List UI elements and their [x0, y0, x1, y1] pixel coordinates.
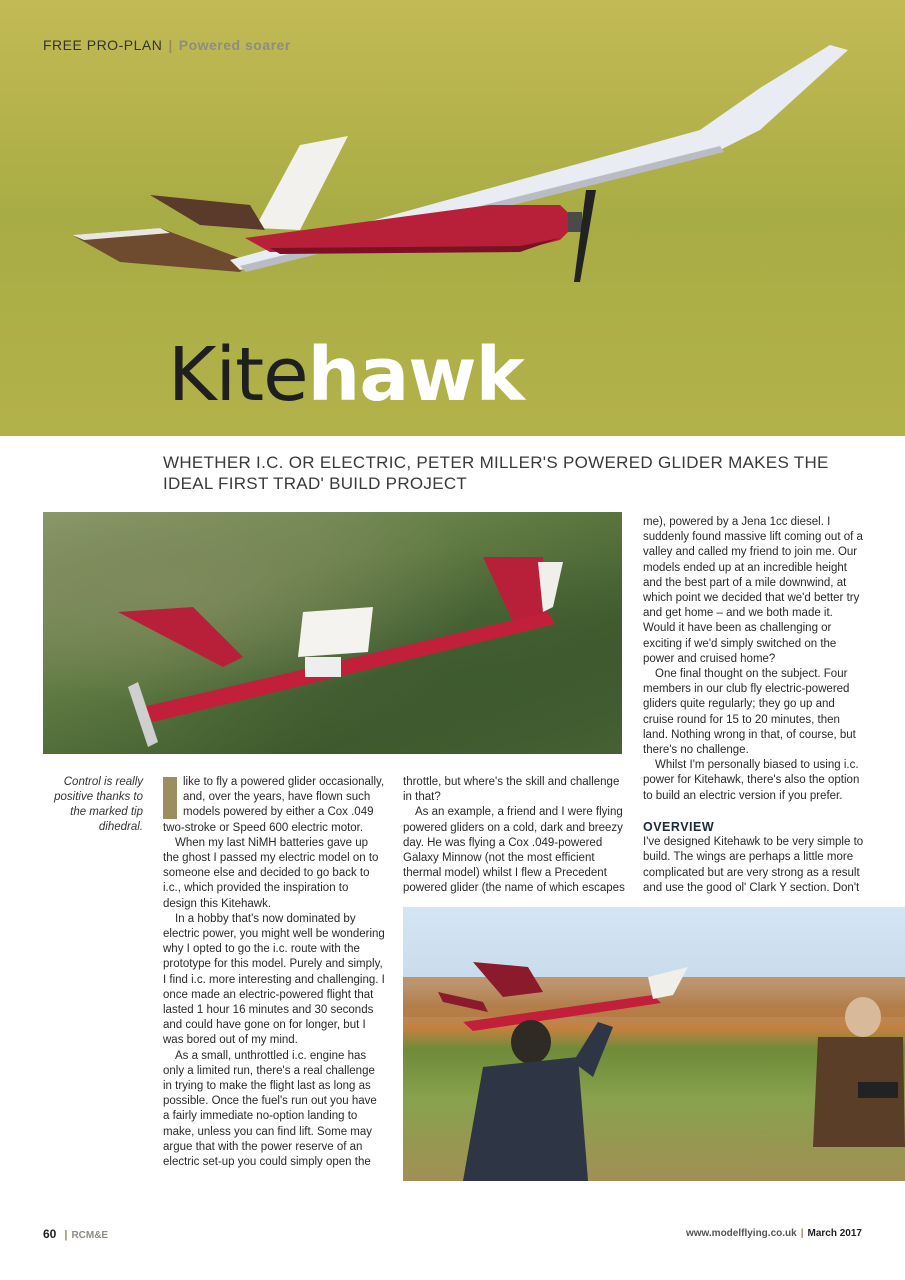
footer-right [686, 1228, 862, 1239]
paragraph: me), powered by a Jena 1cc diesel. I suddenly found massive lift coming out of a valley and called my friend to join me. Our models ended up at an incredible height and the best part of a mile downwind, at which point we decided that we'd better try and get home – and we both made it. Would it have been as challenging or exciting if we'd simply switched on the power and cruised home? [643, 516, 863, 665]
overview-heading: OVERVIEW [643, 820, 715, 834]
paragraph: One final thought on the subject. Four members in our club fly electric-powered gliders quite regularly; they go up and cruise round for 15 to 20 minutes, then land. Nothing wrong in that, of course, but there's no challenge. [643, 668, 856, 757]
column-3 [643, 515, 865, 804]
glider-flight-illustration [43, 512, 622, 754]
title-bold: hawk [307, 332, 524, 418]
footer-separator: | [64, 1229, 68, 1241]
photo-caption: Control is really positive thanks to the marked tip dihedral. [54, 776, 143, 833]
paragraph: like to fly a powered glider occasionally, and, over the years, have flown such models powered by either a Cox .049 two-stroke or Speed 600 electric motor. [163, 776, 385, 834]
column-2 [403, 775, 625, 897]
paragraph: In a hobby that's now dominated by electric power, you might well be wondering why I opted to go the i.c. route with the prototype for this model. Purely and simply, I find i.c. more interesting and challenging. I once made an electric-powered flight that lasted 1 hour 16 minutes and 30 seconds and could have gone on for longer, but I was bored out of my mind. [163, 912, 385, 1047]
section-name: FREE PRO-PLAN [43, 37, 163, 53]
section-label [43, 37, 291, 53]
footer-left [43, 1227, 108, 1241]
launch-illustration [403, 907, 905, 1181]
paragraph: When my last NiMH batteries gave up the ghost I passed my electric model on to someone else and decided to go back to i.c., which provided the inspiration to design this Kitehawk. [163, 836, 379, 910]
section-subname: Powered soarer [178, 37, 291, 53]
launch-photo [403, 907, 905, 1181]
paragraph: throttle, but where's the skill and challenge in that? [403, 776, 620, 804]
glider-flight-photo [43, 512, 622, 754]
page-number: 60 [43, 1227, 57, 1241]
paragraph: As an example, a friend and I were flying powered gliders on a cold, dark and breezy day. He was flying a Cox .049-powered Galaxy Minnow (not the most efficient thermal model) whilst I flew a Precedent powered glider (the name of which escapes [403, 806, 625, 895]
paragraph: Whilst I'm personally biased to using i.c. power for Kitehawk, there's also the option to build an electric version if you prefer. [643, 759, 860, 802]
issue-date: March 2017 [807, 1228, 862, 1239]
paragraph: I've designed Kitehawk to be very simple to build. The wings are perhaps a little more complicated but are very strong as a result and use the good ol' Clark Y section. Don't [643, 836, 864, 894]
paragraph: As a small, unthrottled i.c. engine has only a limited run, there's a real challenge in trying to make the flight last as long as possible. Once the fuel's run out you have a fairly immediate no-option landing to make, unless you can find lift. Some may argue that with the power reserve of an electric set-up you could simply open the [163, 1049, 377, 1169]
magazine-name: RCM&E [71, 1230, 109, 1241]
standfirst: WHETHER I.C. OR ELECTRIC, PETER MILLER'S POWERED GLIDER MAKES THE IDEAL FIRST TRAD' BUILD PROJECT [163, 453, 829, 493]
column-1 [163, 775, 385, 1170]
title-light: Kite [168, 332, 308, 418]
section-separator: | [168, 37, 173, 53]
website-link[interactable]: www.modelflying.co.uk [685, 1228, 797, 1239]
overview-section [643, 820, 865, 896]
article-title [168, 332, 524, 418]
drop-cap [163, 777, 177, 819]
footer-separator: | [800, 1228, 804, 1239]
